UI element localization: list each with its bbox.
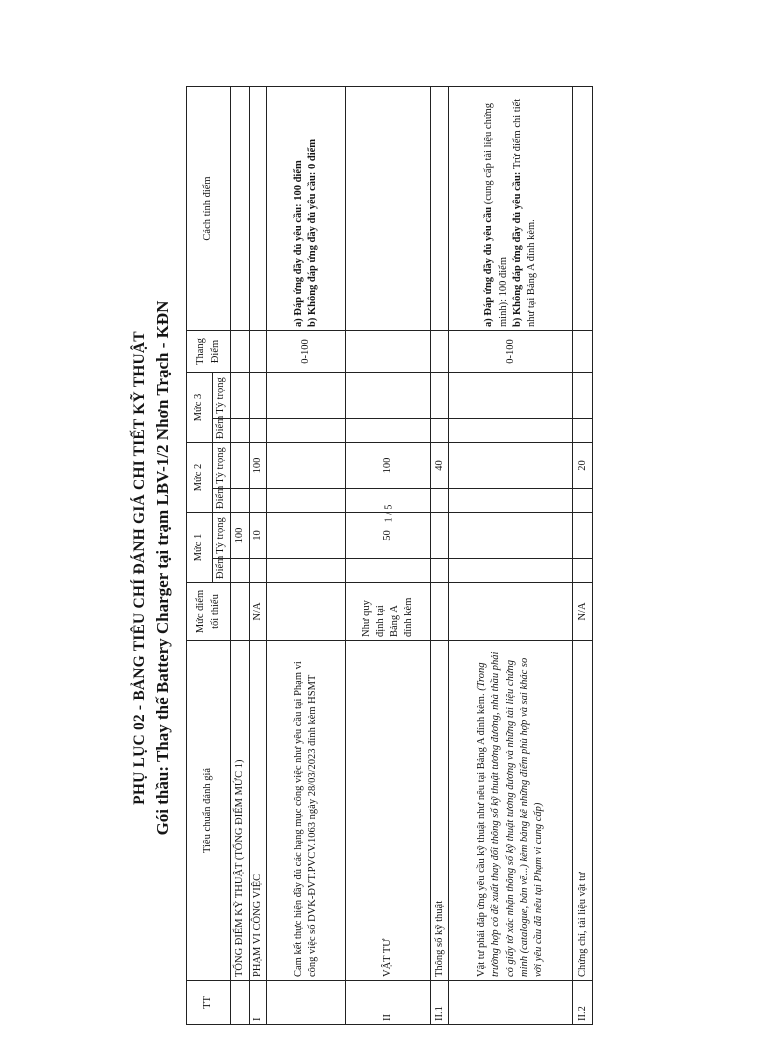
- row-criteria: Vật tư phải đáp ứng yêu cầu kỹ thuật như nêu tại Bảng A đính kèm. (Trong trường hợp có đề xuất thay đổi thông số kỹ thuật tương đương, nhà thầu phải có giấy tờ xác nhận thông số kỹ thuật tương đương và những tài liệu chứng minh (catalogue, bản vẽ...) kèm bảng kê những điểm phù hợp và sai khác so với yêu cầu đã nêu tại Phạm vi cung cấp): [449, 641, 573, 981]
- row-tt: II: [346, 981, 431, 1025]
- total-l1-weight: 100: [231, 513, 250, 559]
- header-min-score: Mức điểm tối thiểu: [187, 583, 231, 641]
- table-row: [449, 87, 573, 1025]
- total-criteria: TỔNG ĐIỂM KỸ THUẬT (TỔNG ĐIỂM MỨC 1): [231, 641, 250, 981]
- evaluation-table: [186, 86, 593, 1025]
- header-l3-weight: Tỷ trọng: [213, 373, 231, 419]
- table-row: [431, 87, 449, 1025]
- row-criteria: VẬT TƯ: [346, 641, 431, 981]
- row-method: a) Đáp ứng đầy đủ yêu cầu (cung cấp tài liệu chứng minh): 100 điểm b) Không đáp ứng đầy đủ yêu cầu: Trừ điểm chi tiết như tại Bảng A đính kèm.: [449, 87, 573, 331]
- header-level2: Mức 2: [187, 443, 213, 513]
- row-scale: 0-100: [267, 331, 346, 373]
- header-l3-score: Điểm: [213, 419, 231, 443]
- rotated-page-content: [112, 84, 588, 1052]
- row-method: a) Đáp ứng đầy đủ yêu cầu: 100 điểm b) Không đáp ứng đầy đủ yêu cầu: 0 điểm: [267, 87, 346, 331]
- table-row: [346, 87, 431, 1025]
- document-subtitle: Gói thầu: Thay thế Battery Charger tại trạm LBV-1/2 Nhơn Trạch - KĐN: [153, 300, 172, 836]
- header-tt: TT: [187, 981, 231, 1025]
- header-l1-weight: Tỷ trọng: [213, 513, 231, 559]
- page-number: 1 / 5: [383, 504, 395, 523]
- row-l2-weight: 100: [250, 443, 267, 489]
- row-l2-weight: 20: [573, 443, 593, 489]
- row-min-score: N/A: [250, 583, 267, 641]
- row-criteria: PHẠM VI CÔNG VIỆC: [250, 641, 267, 981]
- header-l1-score: Điểm: [213, 559, 231, 583]
- row-tt: II.1: [431, 981, 449, 1025]
- table-header-row: [187, 87, 213, 1025]
- table-row: [231, 87, 250, 1025]
- table-row: [250, 87, 267, 1025]
- row-tt: I: [250, 981, 267, 1025]
- row-criteria: Cam kết thực hiện đầy đủ các hạng mục công việc như yêu cầu tại Phạm vi công việc số DVK-ĐVT.PVCV.1063 ngày 28/03/2023 đính kèm HSMT: [267, 641, 346, 981]
- header-level3: Mức 3: [187, 373, 213, 443]
- row-min-score: Như quy định tại Bảng A đính kèm: [346, 583, 431, 641]
- row-l2-weight: 100: [346, 443, 431, 489]
- row-tt: II.2: [573, 981, 593, 1025]
- row-criteria: Thông số kỹ thuật: [431, 641, 449, 981]
- document-title: PHỤ LỤC 02 - BẢNG TIÊU CHÍ ĐÁNH GIÁ CHI TIẾT KỸ THUẬT: [131, 331, 148, 805]
- table-row: [573, 87, 593, 1025]
- header-l2-score: Điểm: [213, 489, 231, 513]
- row-l1-weight: 10: [250, 513, 267, 559]
- header-method: Cách tính điểm: [187, 87, 231, 331]
- header-level1: Mức 1: [187, 513, 213, 583]
- header-criteria: Tiêu chuẩn đánh giá: [187, 641, 231, 981]
- row-l2-weight: 40: [431, 443, 449, 489]
- row-criteria: Chứng chỉ, tài liệu vật tư: [573, 641, 593, 981]
- row-min-score: N/A: [573, 583, 593, 641]
- row-scale: 0-100: [449, 331, 573, 373]
- header-scale: Thang Điểm: [187, 331, 231, 373]
- table-row: [267, 87, 346, 1025]
- row-l1-weight: 50: [346, 513, 431, 559]
- header-l2-weight: Tỷ trọng: [213, 443, 231, 489]
